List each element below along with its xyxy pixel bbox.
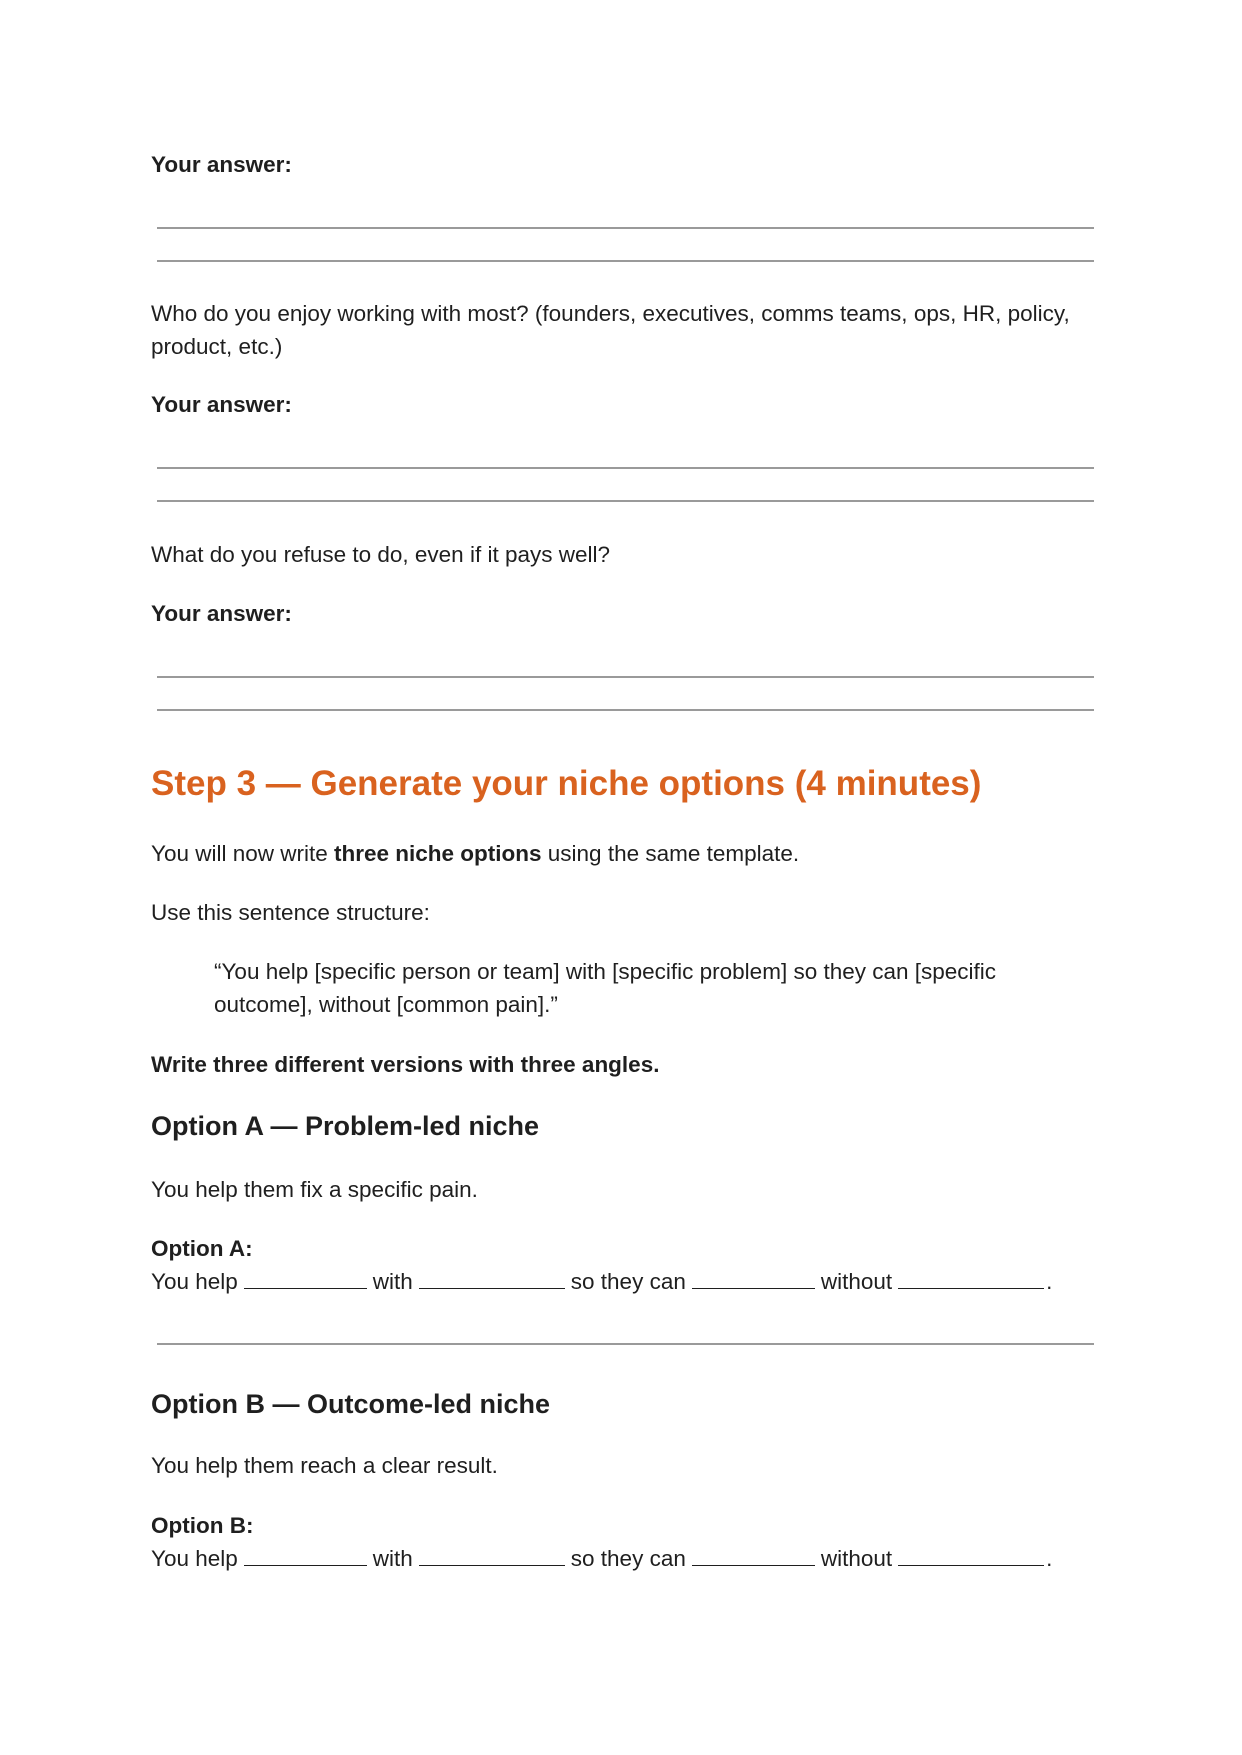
answer-line[interactable] [157, 1343, 1094, 1345]
blank-outcome[interactable] [692, 1268, 815, 1289]
sentence-word: You help [151, 1269, 238, 1294]
instruction-text: Write three different versions with three angles. [151, 1052, 660, 1077]
question-text: What do you refuse to do, even if it pays well? [151, 542, 610, 567]
answer-label: Your answer: [151, 601, 292, 626]
answer-line[interactable] [157, 709, 1094, 711]
option-a-heading: Option A — Problem-led niche [151, 1111, 540, 1141]
blank-pain[interactable] [898, 1268, 1044, 1289]
sentence-word: You help [151, 1546, 238, 1571]
option-b-heading: Option B — Outcome-led niche [151, 1389, 551, 1419]
sentence-word: without [820, 1269, 893, 1294]
blank-person[interactable] [244, 1545, 367, 1566]
sentence-word: with [372, 1546, 413, 1571]
answer-line[interactable] [157, 500, 1094, 502]
answer-line[interactable] [157, 467, 1094, 469]
intro-text: using the same template. [541, 841, 800, 866]
sentence-word: with [372, 1269, 413, 1294]
blank-problem[interactable] [419, 1268, 565, 1289]
section-heading: Step 3 — Generate your niche options (4 minutes) [151, 764, 982, 803]
intro-text: You will now write [151, 841, 334, 866]
blank-person[interactable] [244, 1268, 367, 1289]
option-a-fill-sentence [151, 1265, 1052, 1298]
sentence-end: . [1046, 1546, 1053, 1571]
option-b-fill-sentence [151, 1542, 1052, 1575]
intro-emphasis: three niche options [334, 841, 542, 866]
option-a-description: You help them fix a specific pain. [151, 1177, 478, 1202]
option-b-description: You help them reach a clear result. [151, 1453, 498, 1478]
answer-label: Your answer: [151, 152, 292, 177]
answer-line[interactable] [157, 227, 1094, 229]
question-text: Who do you enjoy working with most? (founders, executives, comms teams, ops, HR, policy, product, etc.) [151, 301, 1070, 359]
answer-label: Your answer: [151, 392, 292, 417]
structure-label: Use this sentence structure: [151, 900, 430, 925]
sentence-word: without [820, 1546, 893, 1571]
answer-line[interactable] [157, 260, 1094, 262]
option-b-label: Option B: [151, 1513, 254, 1538]
intro-paragraph [151, 837, 799, 870]
template-quote: “You help [specific person or team] with [specific problem] so they can [specific outcome], without [common pain].” [214, 959, 997, 1017]
sentence-end: . [1046, 1269, 1053, 1294]
blank-problem[interactable] [419, 1545, 565, 1566]
blank-outcome[interactable] [692, 1545, 815, 1566]
sentence-word: so they can [570, 1269, 686, 1294]
answer-line[interactable] [157, 676, 1094, 678]
blank-pain[interactable] [898, 1545, 1044, 1566]
sentence-word: so they can [570, 1546, 686, 1571]
option-a-label: Option A: [151, 1236, 253, 1261]
